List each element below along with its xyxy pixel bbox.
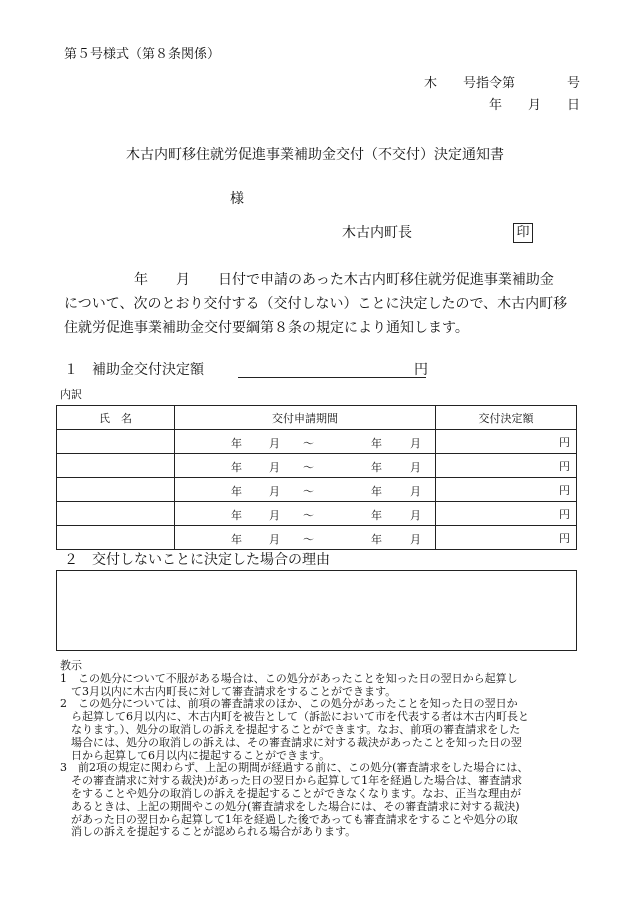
cell-period [175, 526, 436, 550]
cell-name [57, 430, 175, 454]
period-part: 年 [231, 461, 242, 474]
period-part: 年 [231, 485, 242, 498]
issue-date: 年 月 日 [488, 98, 580, 113]
period-part: 年 [371, 461, 382, 474]
amount-unit: 円 [414, 362, 428, 378]
period-part: ～ [303, 533, 314, 546]
period-part: ～ [303, 437, 314, 450]
body-line: 住就労促進事業補助金交付要綱第８条の規定により通知します。 [64, 320, 469, 336]
cell-period [175, 478, 436, 502]
instruction-item [60, 762, 585, 839]
body-line: 年 月 日付で申請のあった木古内町移住就労促進事業補助金 [134, 272, 554, 288]
period-part: 月 [269, 461, 280, 474]
breakdown-table [56, 405, 577, 550]
breakdown-label: 内訳 [60, 388, 82, 401]
document-number: 木 号指令第 号 [423, 76, 580, 91]
section2-label: ２ 交付しないことに決定した場合の理由 [64, 552, 330, 568]
cell-amount: 円 [436, 430, 577, 454]
cell-name [57, 478, 175, 502]
addressee-suffix: 様 [230, 191, 244, 207]
period-part: 年 [231, 533, 242, 546]
period-part: 月 [410, 509, 421, 522]
header-period: 交付申請期間 [175, 406, 436, 430]
cell-amount: 円 [436, 502, 577, 526]
table-header-row [57, 406, 577, 430]
cell-amount: 円 [436, 526, 577, 550]
instruction-line: 3 前2項の規定に関わらず、上記の期間が経過する前に、この処分(審査請求をした場合には、 [60, 761, 529, 775]
period-part: 年 [371, 509, 382, 522]
table-row [57, 430, 577, 454]
notice-body [64, 268, 584, 340]
cell-name [57, 502, 175, 526]
instruction-line: 場合には、処分の取消しの訴えは、その審査請求に対する裁決があったことを知った日の翌 [60, 735, 522, 749]
period-part: 年 [371, 533, 382, 546]
document-title: 木古内町移住就労促進事業補助金交付（不交付）決定通知書 [126, 147, 504, 163]
instruction-line: 消しの訴えを提起することが認められる場合があります。 [60, 825, 357, 839]
cell-period [175, 454, 436, 478]
instruction-line: て3月以内に木古内町長に対して審査請求をすることができます。 [60, 684, 397, 698]
instruction-item [60, 673, 585, 699]
cell-period [175, 430, 436, 454]
cell-amount: 円 [436, 454, 577, 478]
table-row [57, 478, 577, 502]
period-part: 年 [371, 437, 382, 450]
cell-name [57, 526, 175, 550]
period-part: 月 [410, 485, 421, 498]
period-part: 月 [269, 485, 280, 498]
period-part: 年 [371, 485, 382, 498]
reason-box [56, 570, 577, 651]
period-part: 年 [231, 437, 242, 450]
period-part: 月 [269, 533, 280, 546]
period-part: 月 [410, 533, 421, 546]
period-part: 月 [269, 437, 280, 450]
form-number: 第５号様式（第８条関係） [64, 47, 221, 62]
header-amount: 交付決定額 [436, 406, 577, 430]
period-part: 年 [231, 509, 242, 522]
period-part: ～ [303, 509, 314, 522]
instructions-heading: 教示 [60, 659, 82, 672]
period-part: 月 [410, 437, 421, 450]
cell-period [175, 502, 436, 526]
instruction-line: ら起算して6月以内に、木古内町を被告として（訴訟において市を代表する者は木古内町長と [60, 710, 529, 724]
instructions [60, 660, 585, 839]
section1-label: １ 補助金交付決定額 [64, 362, 204, 378]
amount-underline [238, 377, 426, 378]
cell-amount: 円 [436, 478, 577, 502]
instruction-line: 1 この処分について不服がある場合は、この処分があったことを知った日の翌日から起算し [60, 671, 518, 685]
period-part: ～ [303, 461, 314, 474]
table-row [57, 502, 577, 526]
cell-name [57, 454, 175, 478]
table-row [57, 526, 577, 550]
instruction-item [60, 698, 585, 762]
header-name: 氏 名 [57, 406, 175, 430]
instruction-line: 日から起算して6月以内に提起することができます。 [60, 748, 331, 762]
instruction-line: 2 この処分については、前項の審査請求のほか、この処分があったことを知った日の翌日か [60, 697, 518, 711]
table-row [57, 454, 577, 478]
seal-stamp: 印 [513, 223, 533, 243]
instruction-line: なります。）、処分の取消しの訴えを提起することができます。なお、前項の審査請求をした [60, 722, 521, 736]
issuer-name: 木古内町長 [342, 225, 412, 241]
instruction-line: があった日の翌日から起算して1年を経過した後であっても審査請求をすることや処分の取 [60, 812, 518, 826]
instruction-line: その審査請求に対する裁決)があった日の翌日から起算して1年を経過した場合は、審査請求 [60, 774, 523, 788]
period-part: 月 [410, 461, 421, 474]
body-line: について、次のとおり交付する（交付しない）ことに決定したので、木古内町移 [64, 296, 568, 312]
period-part: ～ [303, 485, 314, 498]
period-part: 月 [269, 509, 280, 522]
instruction-line: あるときは、上記の期間やこの処分(審査請求をした場合には、その審査請求に対する裁決) [60, 799, 520, 813]
instruction-line: をすることや処分の取消しの訴えを提起することができなくなります。なお、正当な理由が [60, 786, 522, 800]
